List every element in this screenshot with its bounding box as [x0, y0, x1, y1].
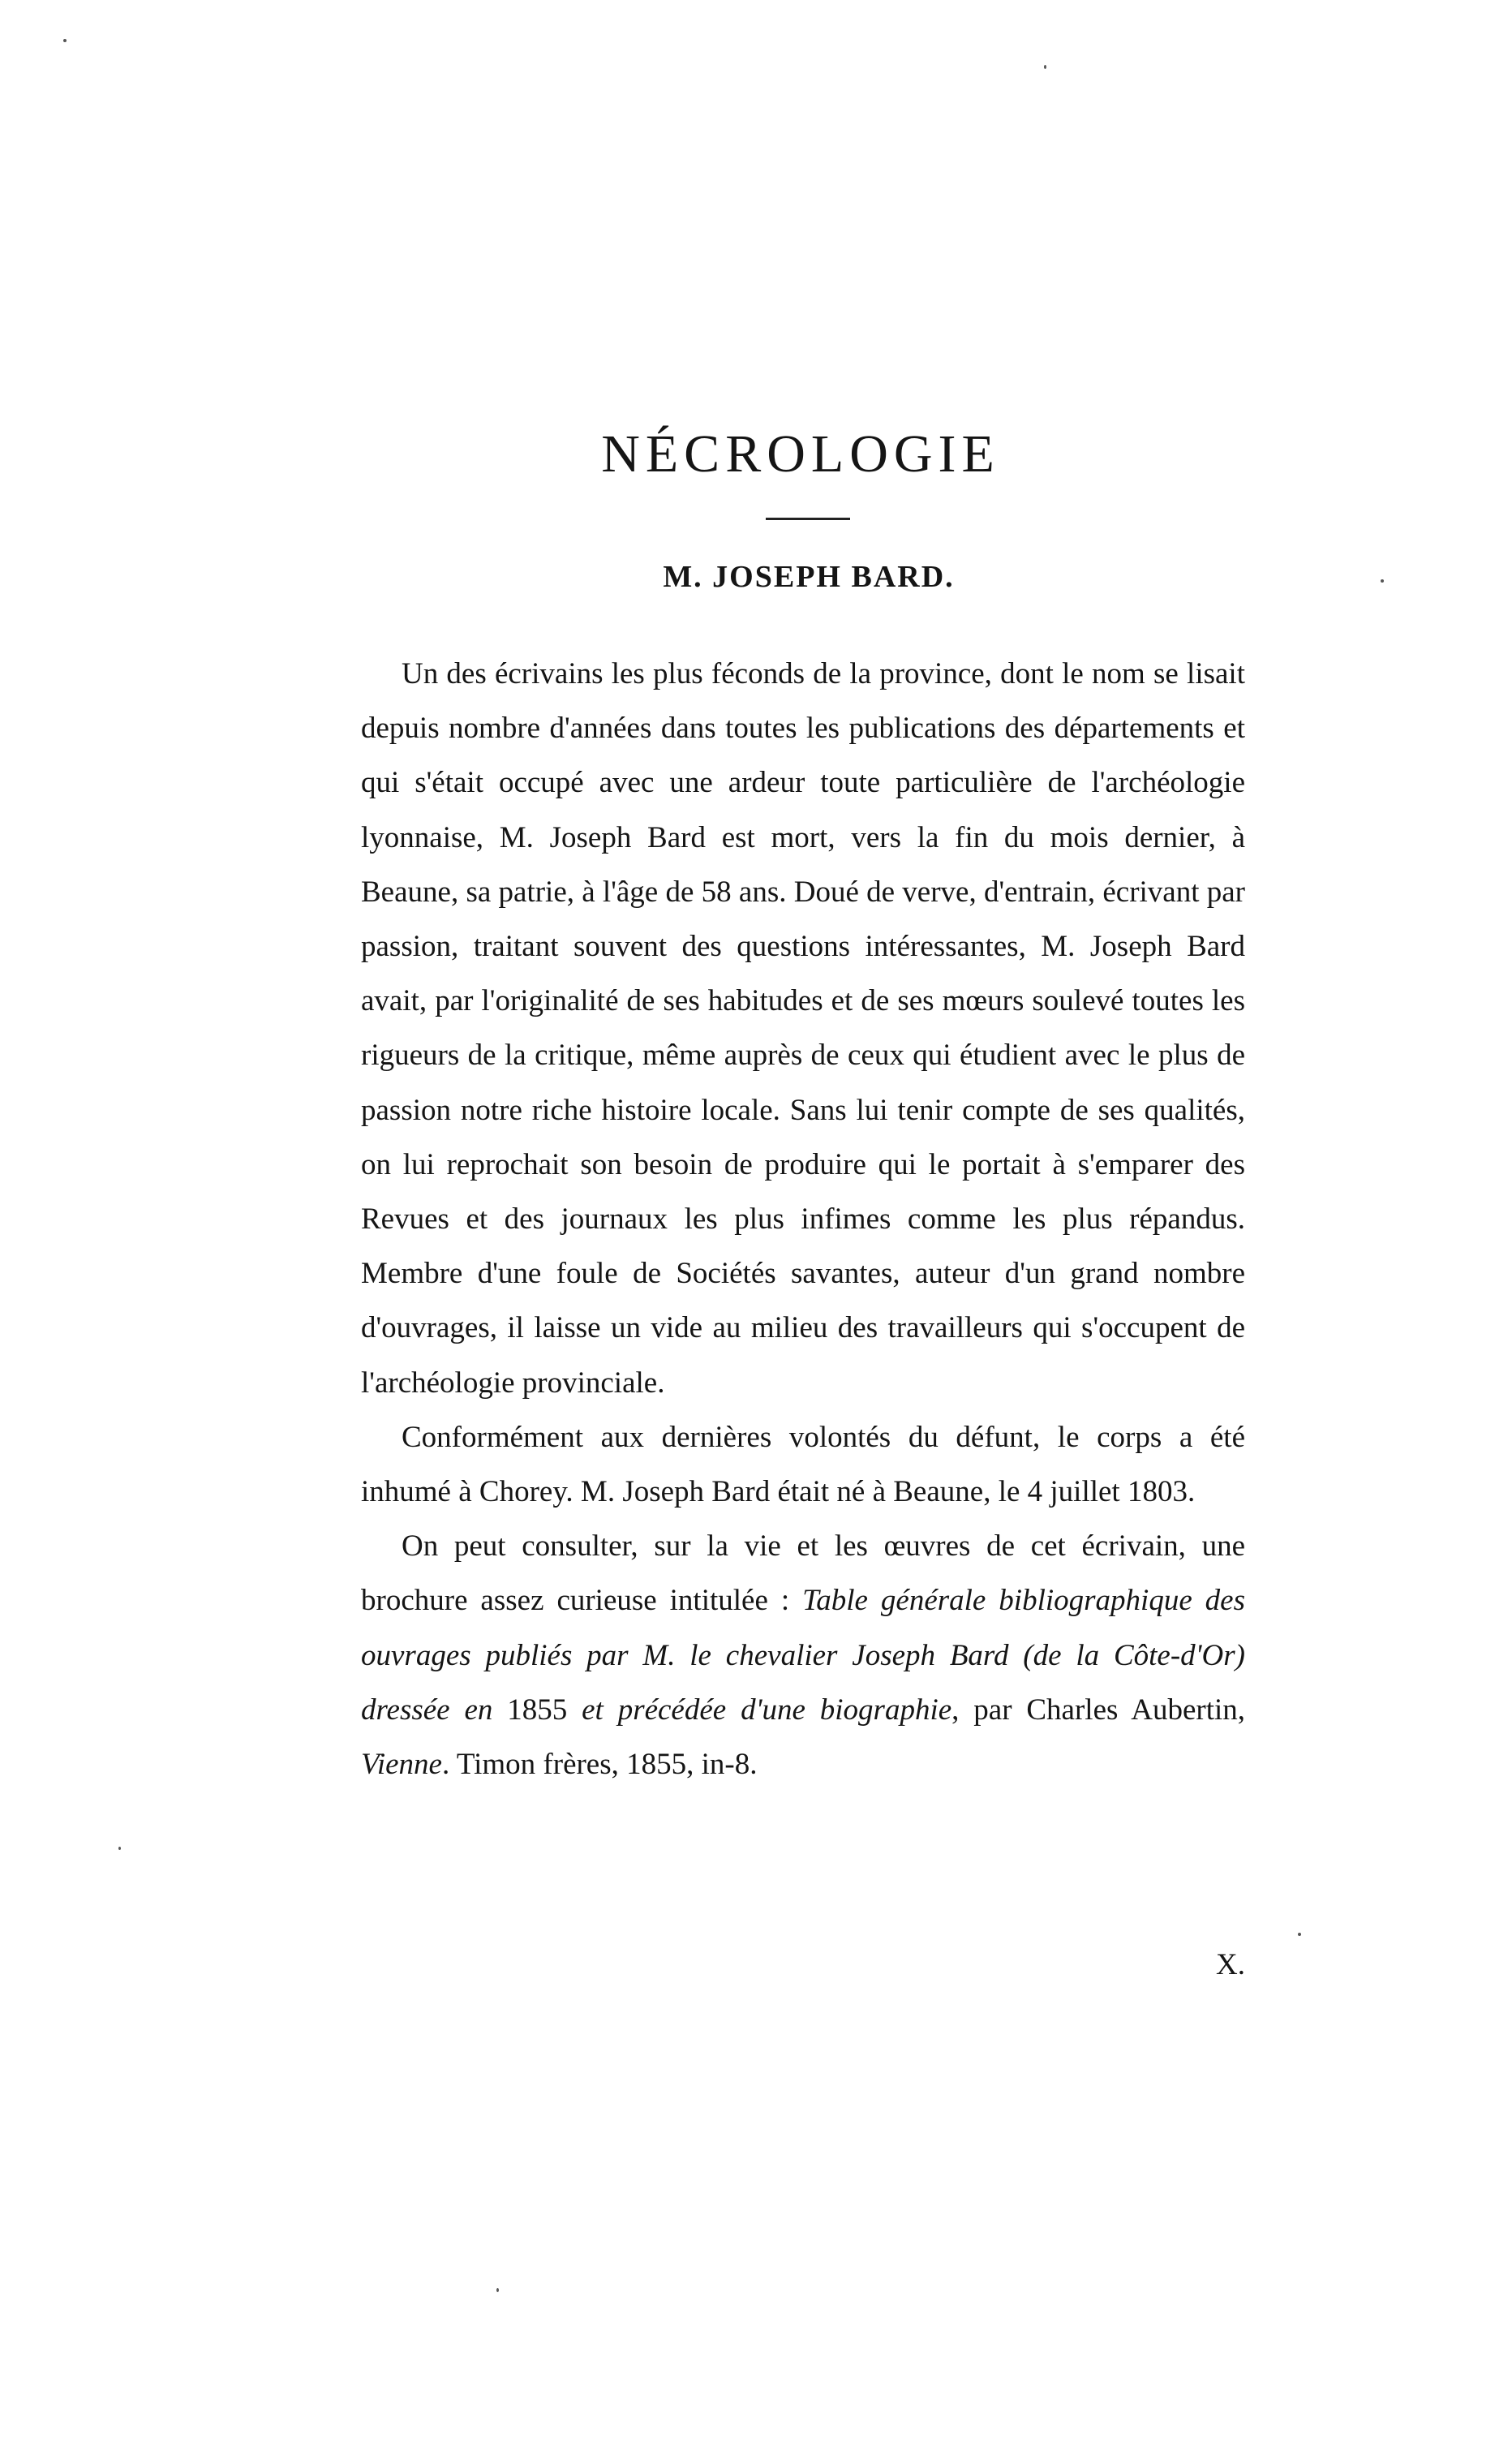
scan-speck: [496, 2288, 499, 2292]
page-heading: NÉCROLOGIE: [601, 424, 1000, 484]
heading-divider: [766, 518, 850, 520]
scan-speck: [1298, 1933, 1301, 1936]
scan-speck: [1381, 579, 1384, 583]
article-body: [361, 647, 1245, 1792]
brochure-author: , par Charles Aubertin,: [951, 1693, 1246, 1727]
author-signature: X.: [1216, 1948, 1245, 1981]
paragraph-2: Conformément aux dernières volontés du défunt, le corps a été inhumé à Chorey. M. Joseph Bard était né à Beaune, le 4 juillet 1803.: [361, 1420, 1245, 1509]
paragraph-1: Un des écrivains les plus féconds de la province, dont le nom se lisait depuis nombre d'années dans toutes les publications des départements et qui s'était occupé avec une ardeur toute particulière de l'archéologie lyonnaise, M. Joseph Bard est mort, vers la fin du mois dernier, à Beaune, sa patrie, à l'âge de 58 ans. Doué de verve, d'entrain, écrivant par passion, traitant souvent des questions intéressantes, M. Joseph Bard avait, par l'originalité de ses habitudes et de ses mœurs soulevé toutes les rigueurs de la critique, même auprès de ceux qui étudient avec le plus de passion notre riche histoire locale. Sans lui tenir compte de ses qualités, on lui reprochait son besoin de produire qui le portait à s'emparer des Revues et des journaux les plus infimes comme les plus répandus. Membre d'une foule de Sociétés savantes, auteur d'un grand nombre d'ouvrages, il laisse un vide au milieu des travailleurs qui s'occupent de l'archéologie provinciale.: [361, 657, 1245, 1400]
article-subheading: M. JOSEPH BARD.: [663, 560, 955, 594]
scan-speck: [63, 39, 67, 42]
brochure-title: Table générale bibliographique des ouvrages publiés par M. le chevalier Joseph Bard (de la Côte-d'Or) dressée en: [361, 1584, 1246, 1727]
paragraph-3: [361, 1519, 1245, 1792]
scan-speck: [118, 1847, 121, 1850]
publication-place: Vienne: [361, 1748, 442, 1782]
scan-speck: [1044, 65, 1046, 69]
publication-details: . Timon frères, 1855, in-8.: [441, 1748, 758, 1782]
brochure-title-continued: et précédée d'une biographie: [582, 1693, 952, 1727]
paragraph-3-intro: On peut consulter, sur la vie et les œuvres de cet écrivain, une brochure assez curieuse intitulée :: [361, 1529, 1245, 1618]
brochure-title-year: 1855: [492, 1693, 582, 1727]
